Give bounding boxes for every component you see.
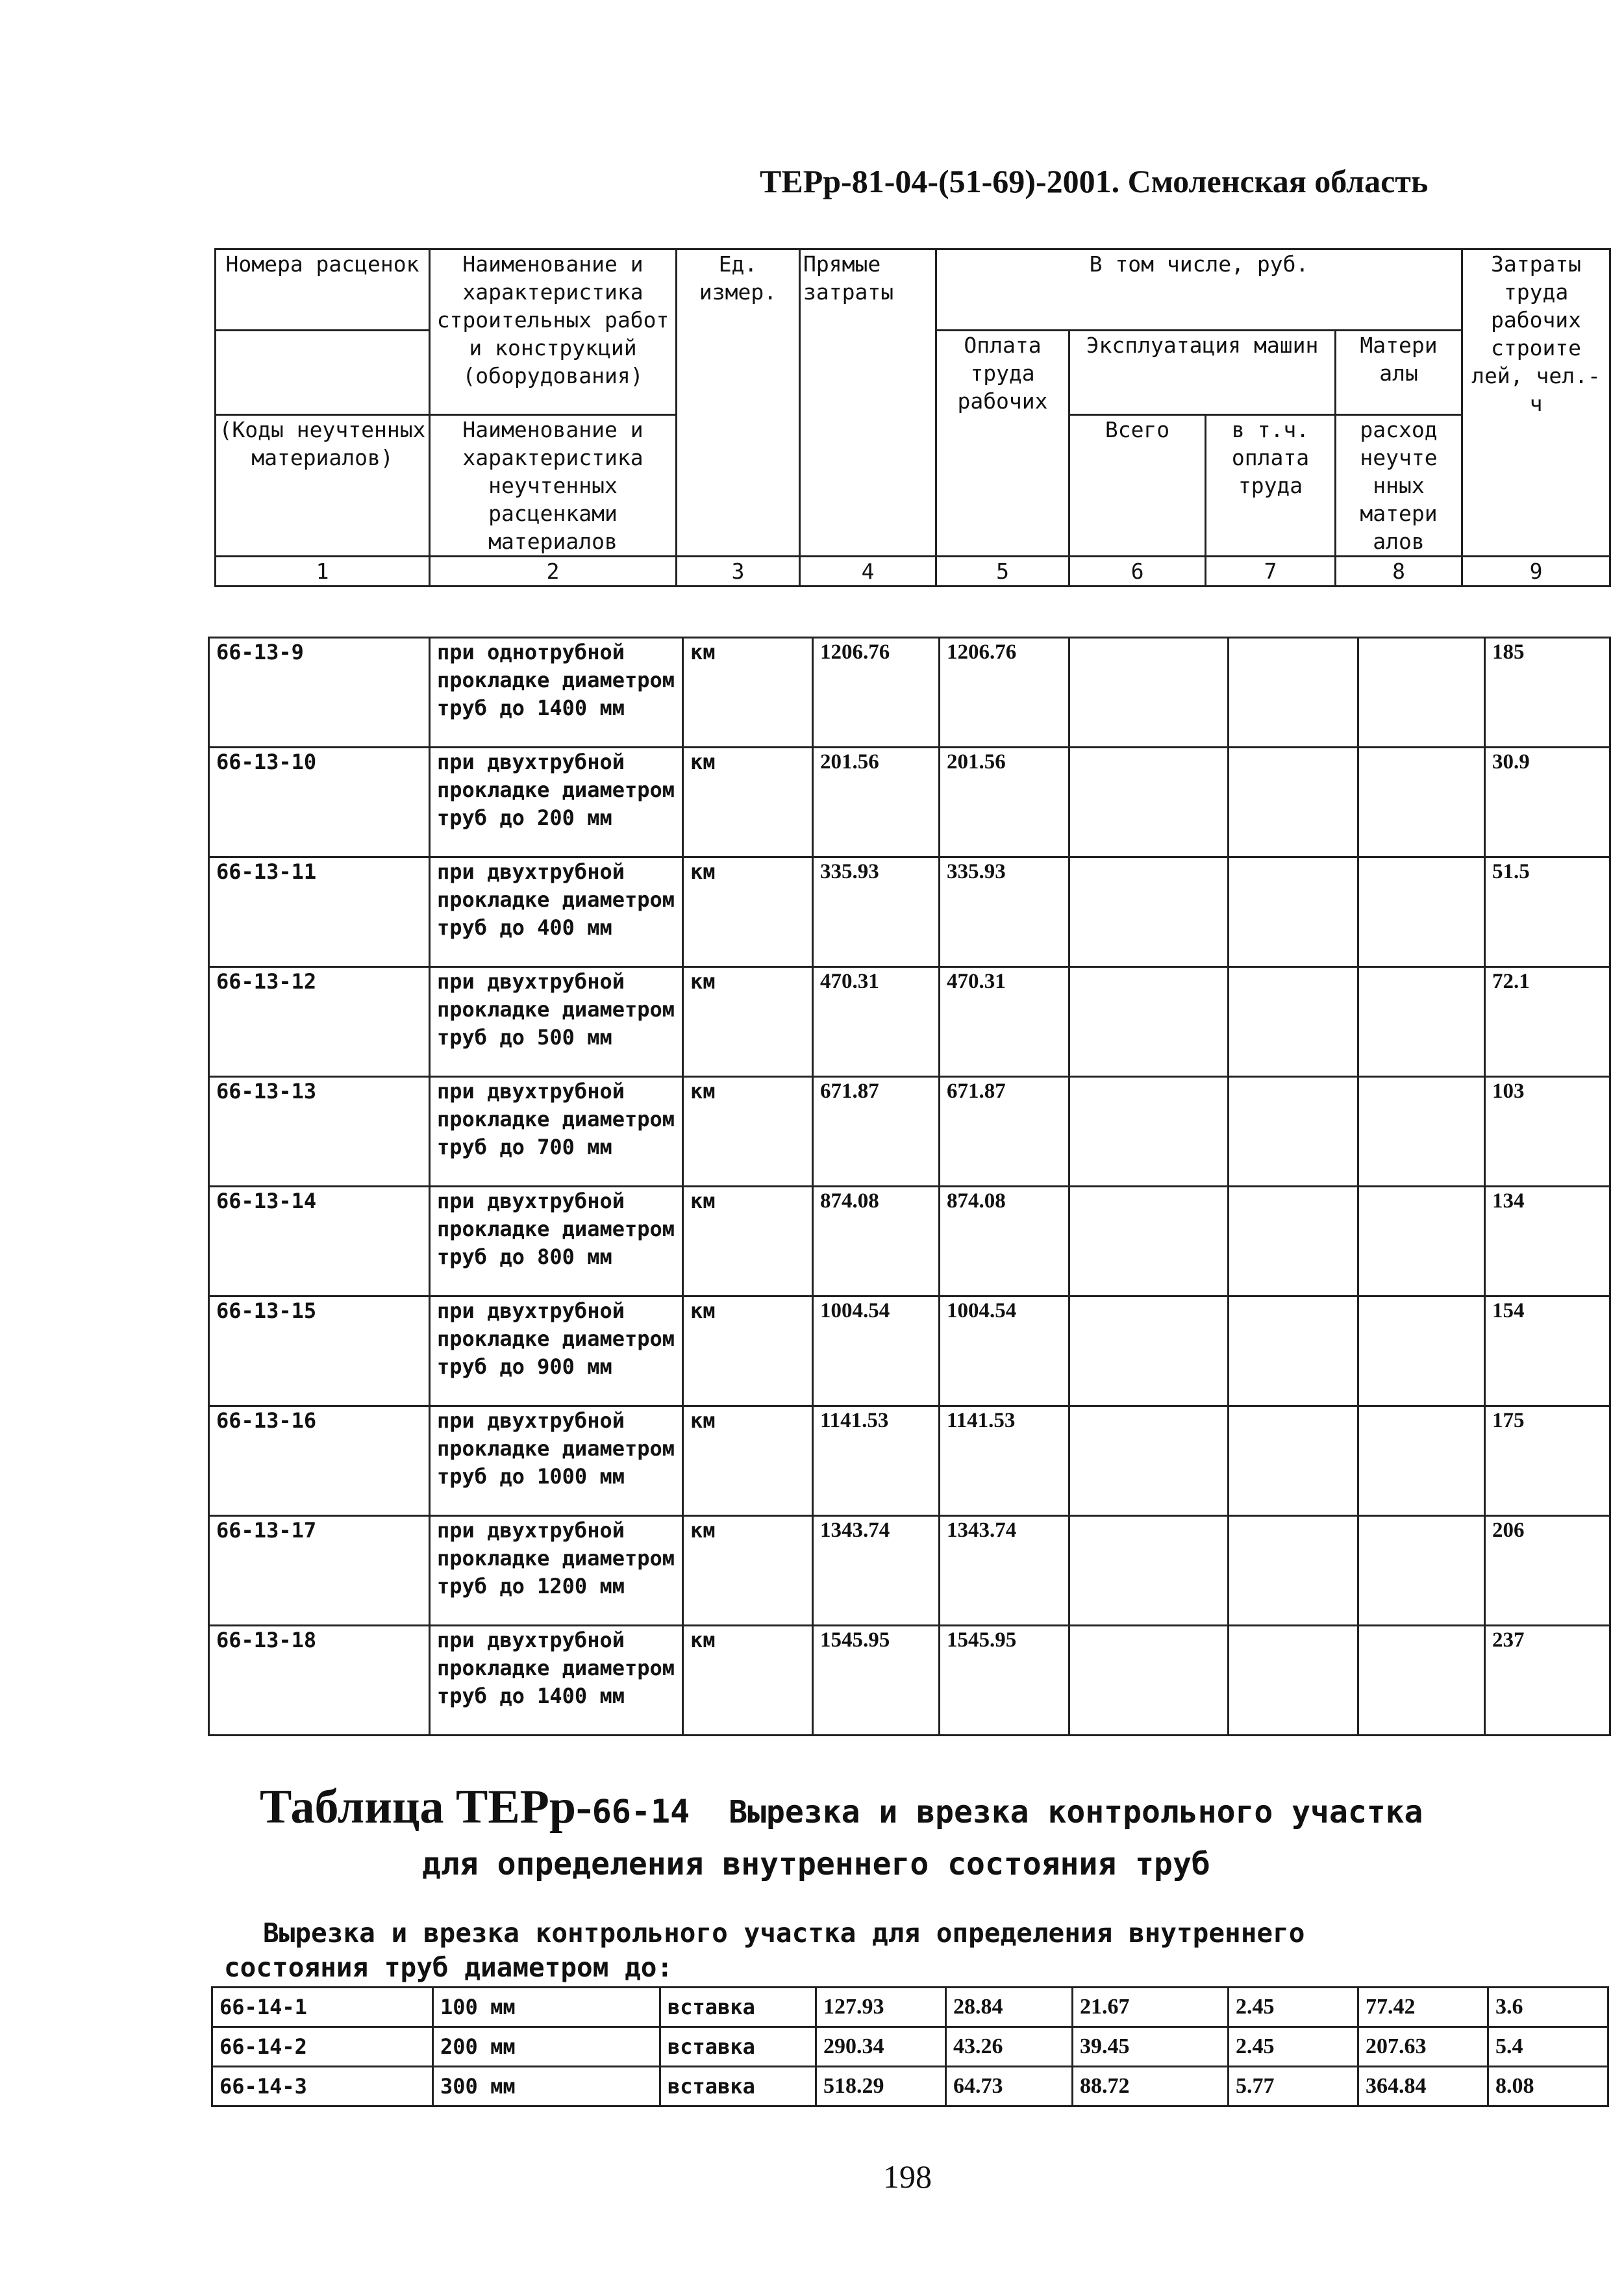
cut-labor-pay: 28.84 — [946, 1988, 1073, 2027]
cut-unit: вставка — [660, 2067, 816, 2106]
rate-labor-pay: 470.31 — [940, 967, 1069, 1077]
rate-materials — [1358, 1406, 1485, 1516]
rate-labor-pay: 671.87 — [940, 1077, 1069, 1187]
cut-machines-total: 39.45 — [1073, 2027, 1229, 2067]
rate-machines-labor — [1229, 1077, 1358, 1187]
rate-direct-costs: 1206.76 — [813, 638, 940, 748]
rate-machines-total — [1069, 1187, 1229, 1296]
rate-unit: км — [683, 967, 813, 1077]
rate-description: при двухтрубной прокладке диаметром труб до 1200 мм — [430, 1516, 683, 1626]
rate-machines-labor — [1229, 1187, 1358, 1296]
rate-materials — [1358, 748, 1485, 857]
table-title-line-1: Вырезка и врезка контрольного участка — [729, 1794, 1423, 1830]
rate-unit: км — [683, 1296, 813, 1406]
rate-direct-costs: 335.93 — [813, 857, 940, 967]
rate-labor-pay: 335.93 — [940, 857, 1069, 967]
rate-unit: км — [683, 1187, 813, 1296]
cut-unit: вставка — [660, 1988, 816, 2027]
document-title: ТЕРр-81-04-(51-69)-2001. Смоленская область — [760, 163, 1429, 199]
cut-materials: 77.42 — [1358, 1988, 1488, 2027]
rate-labor-pay: 1545.95 — [940, 1626, 1069, 1736]
cut-unit: вставка — [660, 2027, 816, 2067]
rate-code: 66-13-18 — [209, 1626, 430, 1736]
rate-code: 66-13-14 — [209, 1187, 430, 1296]
header-materials: Матери алы — [1336, 331, 1462, 415]
rate-labor-hours: 206 — [1485, 1516, 1610, 1626]
rate-unit: км — [683, 1406, 813, 1516]
rate-machines-total — [1069, 1516, 1229, 1626]
rate-unit: км — [683, 638, 813, 748]
table-row — [209, 857, 1610, 967]
column-number: 8 — [1336, 557, 1462, 587]
cut-direct-costs: 518.29 — [816, 2067, 946, 2106]
rate-machines-labor — [1229, 1296, 1358, 1406]
column-number: 7 — [1206, 557, 1336, 587]
rate-description: при двухтрубной прокладке диаметром труб до 1400 мм — [430, 1626, 683, 1736]
rate-machines-labor — [1229, 857, 1358, 967]
rate-unit: км — [683, 1077, 813, 1187]
header-direct-costs: Прямые затраты — [800, 249, 936, 557]
rate-direct-costs: 201.56 — [813, 748, 940, 857]
rate-unit: км — [683, 1626, 813, 1736]
rate-labor-hours: 185 — [1485, 638, 1610, 748]
cut-direct-costs: 127.93 — [816, 1988, 946, 2027]
rate-code: 66-13-17 — [209, 1516, 430, 1626]
table-word: Таблица ТЕРр- — [260, 1780, 592, 1834]
rate-machines-total — [1069, 967, 1229, 1077]
rate-direct-costs: 1004.54 — [813, 1296, 940, 1406]
rate-labor-hours: 51.5 — [1485, 857, 1610, 967]
rate-materials — [1358, 1077, 1485, 1187]
header-including-group: В том числе, руб. — [936, 249, 1462, 331]
header-machine-operation: Эксплуатация машин — [1069, 331, 1336, 415]
column-header-table — [214, 248, 1611, 587]
cut-code: 66-14-1 — [212, 1988, 433, 2027]
header-unit: Ед. измер. — [677, 249, 800, 557]
cut-machines-labor: 2.45 — [1229, 1988, 1358, 2027]
table-number: 66-14 — [592, 1793, 690, 1830]
rate-labor-pay: 1206.76 — [940, 638, 1069, 748]
rate-direct-costs: 1545.95 — [813, 1626, 940, 1736]
rate-code: 66-13-11 — [209, 857, 430, 967]
rate-labor-pay: 1343.74 — [940, 1516, 1069, 1626]
rate-labor-hours: 134 — [1485, 1187, 1610, 1296]
rate-labor-hours: 154 — [1485, 1296, 1610, 1406]
table-row — [212, 2027, 1608, 2067]
column-number: 5 — [936, 557, 1069, 587]
column-number: 9 — [1462, 557, 1610, 587]
rate-machines-labor — [1229, 748, 1358, 857]
cut-machines-total: 88.72 — [1073, 2067, 1229, 2106]
rate-description: при однотрубной прокладке диаметром труб до 1400 мм — [430, 638, 683, 748]
rate-machines-total — [1069, 1077, 1229, 1187]
header-rate-number: Номера расценок — [216, 249, 430, 331]
header-unaccounted-codes: (Коды неучтенных материалов) — [216, 415, 430, 557]
rate-code: 66-13-16 — [209, 1406, 430, 1516]
cut-labor-hours: 5.4 — [1488, 2027, 1608, 2067]
rate-code: 66-13-12 — [209, 967, 430, 1077]
table-row — [209, 1077, 1610, 1187]
table-row — [209, 1626, 1610, 1736]
rate-code: 66-13-10 — [209, 748, 430, 857]
column-number: 4 — [800, 557, 936, 587]
header-rate-number-spacer — [216, 331, 430, 415]
section-subtitle-line-1: Вырезка и врезка контрольного участка для определения внутреннего — [263, 1917, 1305, 1949]
rate-description: при двухтрубной прокладке диаметром труб до 200 мм — [430, 748, 683, 857]
rate-machines-total — [1069, 1296, 1229, 1406]
rate-machines-labor — [1229, 967, 1358, 1077]
cut-rates-table — [211, 1986, 1609, 2107]
rate-machines-total — [1069, 1406, 1229, 1516]
rate-machines-labor — [1229, 1516, 1358, 1626]
rate-materials — [1358, 1296, 1485, 1406]
rate-machines-total — [1069, 857, 1229, 967]
cut-size: 200 мм — [433, 2027, 660, 2067]
rate-labor-hours: 175 — [1485, 1406, 1610, 1516]
rate-labor-pay: 874.08 — [940, 1187, 1069, 1296]
header-machines-total: Всего — [1069, 415, 1206, 557]
cut-labor-pay: 43.26 — [946, 2027, 1073, 2067]
rate-materials — [1358, 1516, 1485, 1626]
rate-unit: км — [683, 857, 813, 967]
rate-code: 66-13-15 — [209, 1296, 430, 1406]
rate-labor-hours: 237 — [1485, 1626, 1610, 1736]
rate-machines-total — [1069, 1626, 1229, 1736]
rate-unit: км — [683, 748, 813, 857]
header-labor-hours: Затраты труда рабочих строите лей, чел.-ч — [1462, 249, 1610, 557]
rate-machines-labor — [1229, 1406, 1358, 1516]
rate-labor-pay: 1004.54 — [940, 1296, 1069, 1406]
rate-machines-total — [1069, 748, 1229, 857]
cut-code: 66-14-2 — [212, 2027, 433, 2067]
cut-size: 300 мм — [433, 2067, 660, 2106]
cut-code: 66-14-3 — [212, 2067, 433, 2106]
table-title-line-2: для определения внутреннего состояния труб — [422, 1846, 1210, 1882]
rate-description: при двухтрубной прокладке диаметром труб до 1000 мм — [430, 1406, 683, 1516]
rate-direct-costs: 1343.74 — [813, 1516, 940, 1626]
rate-direct-costs: 1141.53 — [813, 1406, 940, 1516]
header-machines-labor: в т.ч. оплата труда — [1206, 415, 1336, 557]
rate-machines-total — [1069, 638, 1229, 748]
rate-materials — [1358, 638, 1485, 748]
rate-description: при двухтрубной прокладке диаметром труб до 500 мм — [430, 967, 683, 1077]
cut-labor-hours: 3.6 — [1488, 1988, 1608, 2027]
rate-machines-labor — [1229, 638, 1358, 748]
header-unaccounted-name: Наименование и характеристика неучтенных расценками материалов — [430, 415, 677, 557]
table-heading — [260, 1780, 1423, 1835]
column-number: 3 — [677, 557, 800, 587]
rate-labor-hours: 72.1 — [1485, 967, 1610, 1077]
rate-machines-labor — [1229, 1626, 1358, 1736]
table-row — [209, 1296, 1610, 1406]
page-number: 198 — [883, 2158, 932, 2195]
cut-machines-labor: 5.77 — [1229, 2067, 1358, 2106]
rate-materials — [1358, 1626, 1485, 1736]
rate-materials — [1358, 1187, 1485, 1296]
rate-description: при двухтрубной прокладке диаметром труб до 800 мм — [430, 1187, 683, 1296]
rate-direct-costs: 671.87 — [813, 1077, 940, 1187]
rates-table — [208, 637, 1611, 1736]
column-number: 2 — [430, 557, 677, 587]
table-row — [209, 967, 1610, 1077]
header-labor-pay: Оплата труда рабочих — [936, 331, 1069, 557]
cut-direct-costs: 290.34 — [816, 2027, 946, 2067]
rate-code: 66-13-9 — [209, 638, 430, 748]
rate-labor-pay: 1141.53 — [940, 1406, 1069, 1516]
rate-code: 66-13-13 — [209, 1077, 430, 1187]
rate-unit: км — [683, 1516, 813, 1626]
column-number: 1 — [216, 557, 430, 587]
rate-labor-pay: 201.56 — [940, 748, 1069, 857]
table-row — [212, 1988, 1608, 2027]
rate-materials — [1358, 967, 1485, 1077]
header-unaccounted-materials: расход неучте нных матери алов — [1336, 415, 1462, 557]
rate-description: при двухтрубной прокладке диаметром труб до 900 мм — [430, 1296, 683, 1406]
cut-materials: 364.84 — [1358, 2067, 1488, 2106]
rate-labor-hours: 103 — [1485, 1077, 1610, 1187]
rate-labor-hours: 30.9 — [1485, 748, 1610, 857]
cut-labor-pay: 64.73 — [946, 2067, 1073, 2106]
table-row — [209, 748, 1610, 857]
cut-machines-total: 21.67 — [1073, 1988, 1229, 2027]
table-row — [212, 2067, 1608, 2106]
header-work-name: Наименование и характеристика строительных работ и конструкций (оборудования) — [430, 249, 677, 415]
rate-direct-costs: 874.08 — [813, 1187, 940, 1296]
cut-materials: 207.63 — [1358, 2027, 1488, 2067]
rate-direct-costs: 470.31 — [813, 967, 940, 1077]
rate-materials — [1358, 857, 1485, 967]
table-row — [209, 638, 1610, 748]
column-number: 6 — [1069, 557, 1206, 587]
cut-machines-labor: 2.45 — [1229, 2027, 1358, 2067]
cut-labor-hours: 8.08 — [1488, 2067, 1608, 2106]
section-subtitle-line-2: состояния труб диаметром до: — [224, 1952, 673, 1983]
rate-description: при двухтрубной прокладке диаметром труб до 400 мм — [430, 857, 683, 967]
table-row — [209, 1187, 1610, 1296]
table-row — [209, 1516, 1610, 1626]
table-row — [209, 1406, 1610, 1516]
rate-description: при двухтрубной прокладке диаметром труб до 700 мм — [430, 1077, 683, 1187]
cut-size: 100 мм — [433, 1988, 660, 2027]
